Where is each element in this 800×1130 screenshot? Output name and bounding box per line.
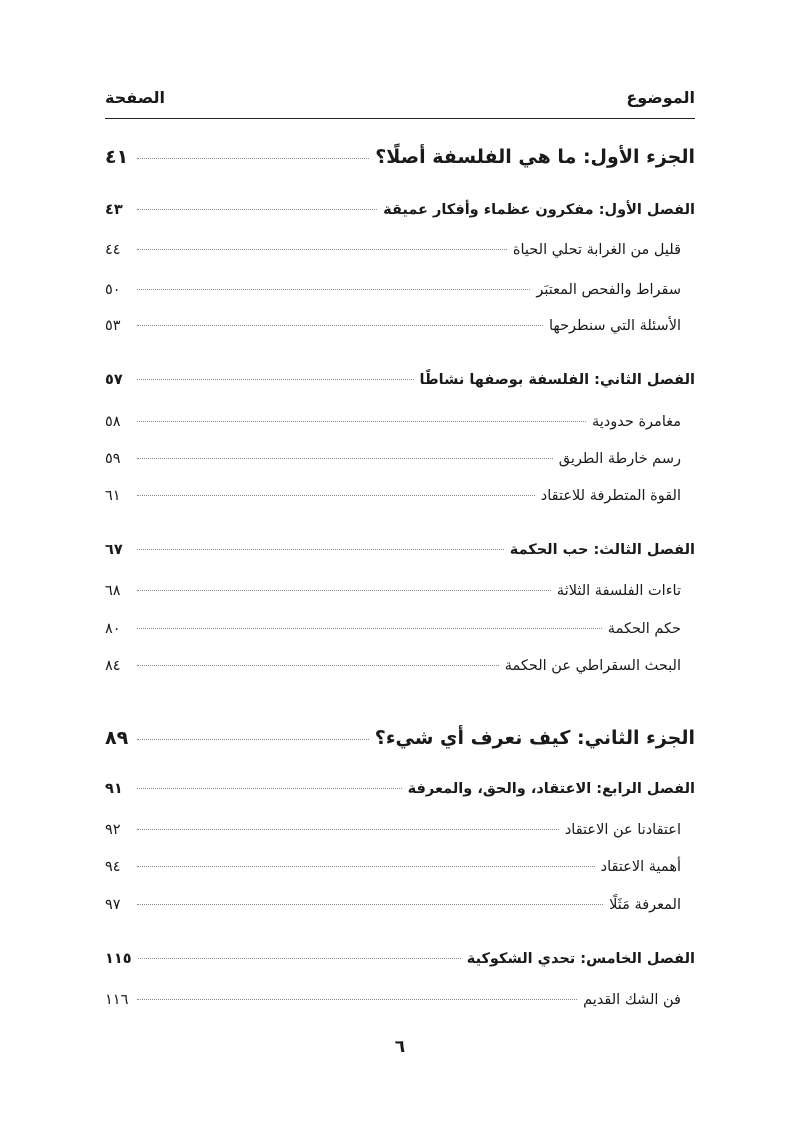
- table-of-contents: [105, 0, 695, 1130]
- entry-title: الفصل الأول: مفكرون عظماء وأفكار عميقة: [383, 202, 695, 218]
- dot-leader: [137, 458, 553, 459]
- folio-page-number: ٦: [394, 1037, 406, 1057]
- entry-title: أهمية الاعتقاد: [600, 859, 681, 875]
- toc-section-entry[interactable]: [105, 242, 695, 258]
- entry-title: رسم خارطة الطريق: [558, 451, 681, 467]
- entry-title: اعتقادنا عن الاعتقاد: [564, 822, 681, 838]
- entry-page: ٤١: [105, 146, 129, 168]
- entry-title: سقراط والفحص المعتبَر: [536, 282, 681, 298]
- entry-title: القوة المتطرفة للاعتقاد: [540, 488, 681, 504]
- toc-section-entry[interactable]: [105, 992, 695, 1008]
- entry-title: الفصل الثاني: الفلسفة بوصفها نشاطًا: [419, 372, 695, 388]
- toc-chapter-entry[interactable]: [105, 951, 695, 967]
- entry-page: ٨٩: [105, 727, 129, 749]
- entry-page: ٤٤: [105, 242, 121, 258]
- entry-title: قليل من الغرابة تحلي الحياة: [512, 242, 681, 258]
- toc-section-entry[interactable]: [105, 583, 695, 599]
- entry-title: مغامرة حدودية: [592, 414, 681, 430]
- dot-leader: [137, 590, 551, 591]
- entry-page: ٨٠: [105, 621, 121, 637]
- entry-title: الفصل الخامس: تحدي الشكوكية: [466, 951, 695, 967]
- dot-leader: [137, 325, 543, 326]
- dot-leader: [137, 549, 504, 550]
- entry-page: ٥٩: [105, 451, 121, 467]
- dot-leader: [137, 628, 602, 629]
- toc-chapter-entry[interactable]: [105, 372, 695, 388]
- toc-chapter-entry[interactable]: [105, 781, 695, 797]
- topic-column-label: الموضوع: [626, 88, 695, 107]
- toc-section-entry[interactable]: [105, 488, 695, 504]
- dot-leader: [137, 739, 369, 740]
- toc-section-entry[interactable]: [105, 859, 695, 875]
- toc-section-entry[interactable]: [105, 822, 695, 838]
- entry-title: الأسئلة التي سنطرحها: [548, 318, 681, 334]
- entry-page: ٥٧: [105, 372, 123, 388]
- dot-leader: [137, 999, 577, 1000]
- entry-title: حكم الحكمة: [607, 621, 681, 637]
- entry-page: ١١٥: [105, 951, 132, 967]
- entry-page: ٩٤: [105, 859, 121, 875]
- entry-title: المعرفة مَثَلًا: [609, 897, 681, 913]
- page-column-label: الصفحة: [105, 88, 166, 107]
- toc-chapter-entry[interactable]: [105, 542, 695, 558]
- toc-part-entry[interactable]: [105, 146, 695, 168]
- dot-leader: [138, 958, 461, 959]
- entry-title: الجزء الثاني: كيف نعرف أي شيء؟: [374, 727, 695, 749]
- entry-page: ٥٠: [105, 282, 121, 298]
- entry-title: فن الشك القديم: [583, 992, 681, 1008]
- toc-section-entry[interactable]: [105, 414, 695, 430]
- toc-section-entry[interactable]: [105, 318, 695, 334]
- dot-leader: [137, 788, 402, 789]
- dot-leader: [137, 829, 559, 830]
- toc-section-entry[interactable]: [105, 451, 695, 467]
- dot-leader: [137, 249, 507, 250]
- entry-title: تاءات الفلسفة الثلاثة: [556, 583, 681, 599]
- entry-title: الفصل الرابع: الاعتقاد، والحق، والمعرفة: [407, 781, 695, 797]
- entry-page: ٨٤: [105, 658, 121, 674]
- entry-page: ١١٦: [105, 992, 129, 1008]
- entry-page: ٥٣: [105, 318, 121, 334]
- dot-leader: [137, 904, 603, 905]
- dot-leader: [137, 665, 499, 666]
- toc-section-entry[interactable]: [105, 282, 695, 298]
- dot-leader: [137, 379, 414, 380]
- entry-page: ٩١: [105, 781, 123, 797]
- toc-chapter-entry[interactable]: [105, 202, 695, 218]
- toc-section-entry[interactable]: [105, 897, 695, 913]
- entry-page: ٦٧: [105, 542, 123, 558]
- dot-leader: [137, 421, 586, 422]
- toc-part-entry[interactable]: [105, 727, 695, 749]
- toc-section-entry[interactable]: [105, 658, 695, 674]
- dot-leader: [137, 866, 595, 867]
- dot-leader: [137, 209, 377, 210]
- entry-page: ٤٣: [105, 202, 123, 218]
- entry-title: الجزء الأول: ما هي الفلسفة أصلًا؟: [375, 146, 695, 168]
- dot-leader: [137, 289, 530, 290]
- entry-page: ٥٨: [105, 414, 121, 430]
- entry-title: البحث السقراطي عن الحكمة: [504, 658, 681, 674]
- entry-title: الفصل الثالث: حب الحكمة: [509, 542, 695, 558]
- dot-leader: [137, 158, 369, 159]
- entry-page: ٩٧: [105, 897, 121, 913]
- dot-leader: [137, 495, 535, 496]
- toc-section-entry[interactable]: [105, 621, 695, 637]
- entry-page: ٦١: [105, 488, 121, 504]
- entry-page: ٩٢: [105, 822, 121, 838]
- entry-page: ٦٨: [105, 583, 121, 599]
